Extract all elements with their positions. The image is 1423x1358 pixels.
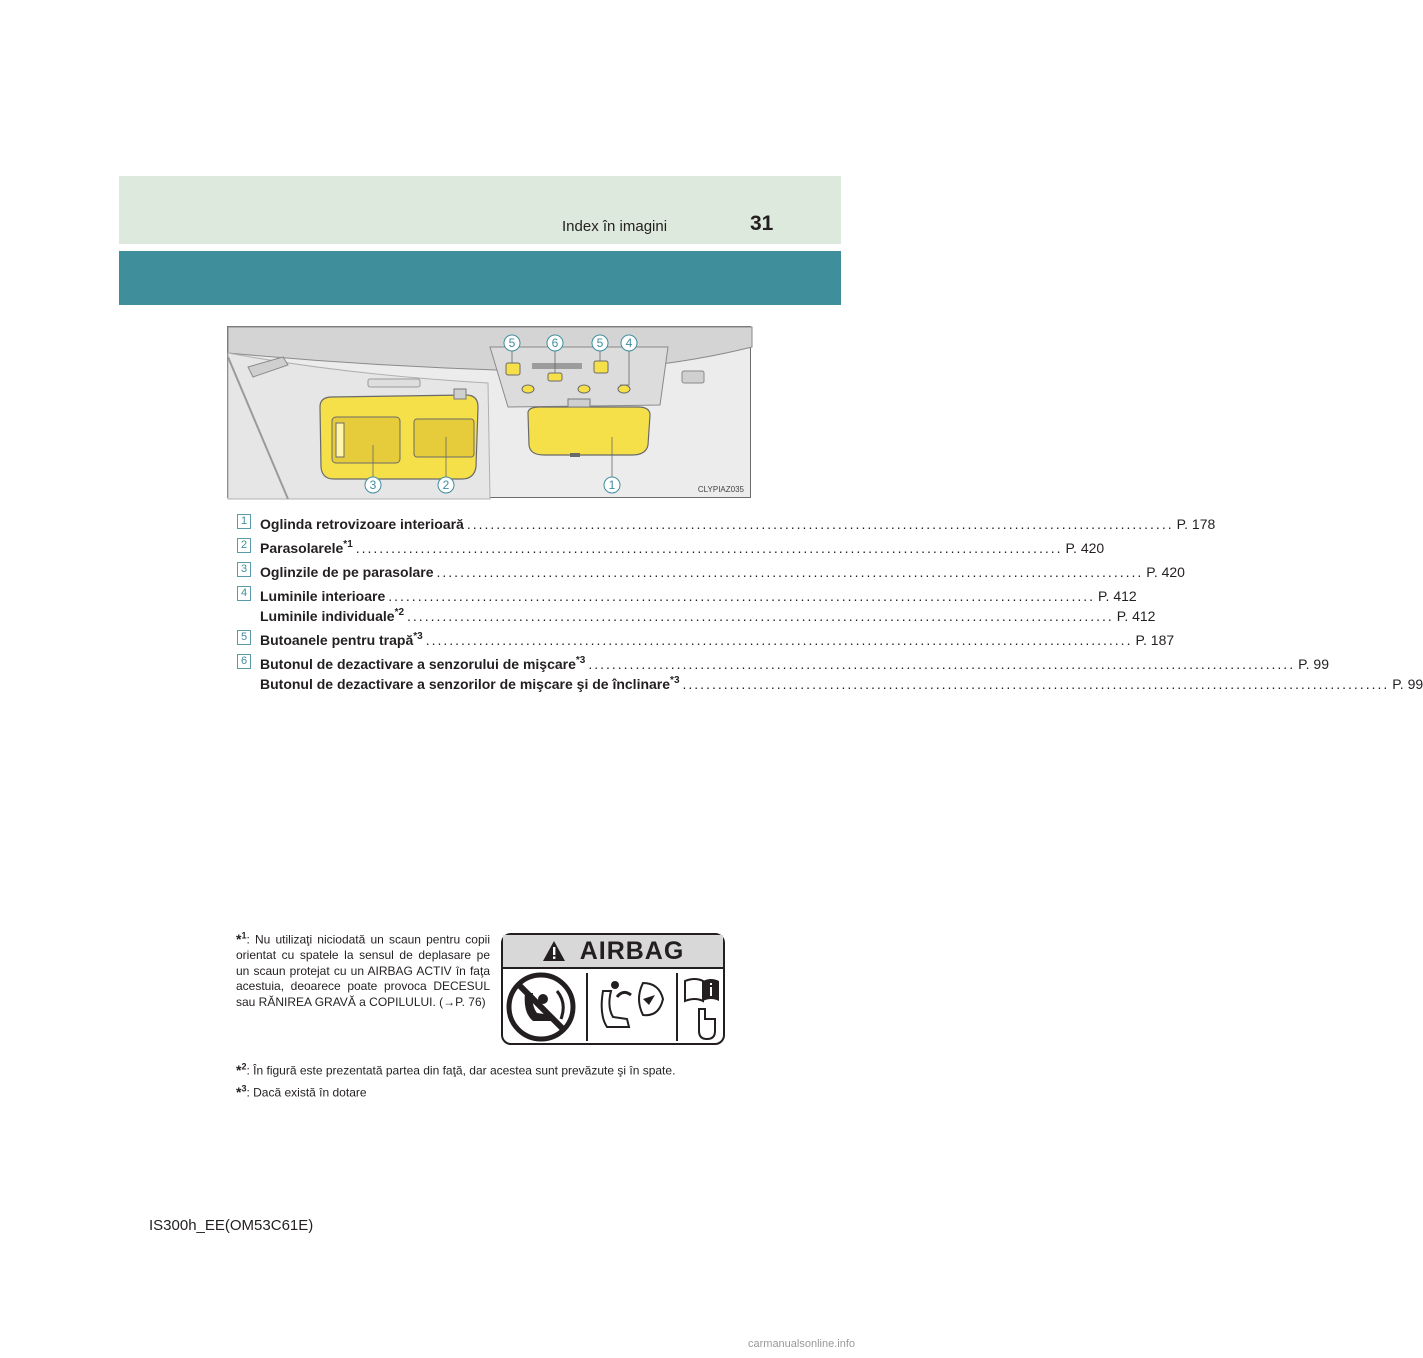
callout-label: 5	[596, 336, 604, 350]
leader-dots: ........................................................................................................................	[355, 540, 1063, 556]
footnote-2	[236, 1061, 675, 1078]
footnote-text: : În figură este prezentată partea din faţă, dar acestea sunt prevăzute şi în spate.	[246, 1063, 676, 1078]
leader-dots: ........................................................................................................................	[682, 676, 1390, 692]
leader-dots: ........................................................................................................................	[425, 632, 1133, 648]
callout-label: 5	[508, 336, 516, 350]
callout-label: 3	[369, 478, 377, 492]
callout-label: 6	[551, 336, 559, 350]
callout-label: 4	[625, 336, 633, 350]
reference-list	[237, 512, 1423, 696]
section-title: Index în imagini	[562, 218, 668, 235]
footnote-mark: *$^3$	[236, 1083, 247, 1100]
page-reference: P. 99	[1392, 676, 1423, 692]
item-label: Oglinda retrovizoare interioară	[260, 516, 464, 532]
manual-info-icon	[685, 979, 719, 1039]
airbag-deploy-icon	[602, 981, 663, 1027]
item-label: Oglinzile de pe parasolare	[260, 564, 434, 580]
warning-triangle-icon	[542, 940, 566, 962]
leader-dots: ........................................................................................................................	[388, 588, 1096, 604]
callout-label: 1	[608, 478, 616, 492]
item-label: Butonul de dezactivare a senzorilor de mişcare şi de înclinare$^{*3}$	[260, 675, 680, 692]
footnote-ref: *3	[670, 675, 680, 686]
item-label: Luminile interioare	[260, 588, 386, 604]
reference-line	[260, 672, 1423, 692]
reference-item	[237, 560, 1185, 584]
footnote-ref: *1	[343, 539, 353, 550]
reference-item	[237, 584, 1156, 628]
item-label: Luminile individuale$^{*2}$	[260, 607, 405, 624]
reference-line	[260, 628, 1175, 648]
ceiling-drawing	[228, 327, 752, 499]
interior-ceiling-illustration	[227, 326, 751, 498]
reference-line	[260, 512, 1216, 532]
item-number-badge: 2	[237, 538, 251, 553]
reference-line	[260, 652, 1329, 672]
footnote-mark: *$^1$	[236, 930, 247, 947]
page-reference: P. 178	[1176, 516, 1216, 532]
page-reference: P. 187	[1135, 632, 1175, 648]
item-number-badge: 1	[237, 514, 251, 529]
footnote-3	[236, 1083, 367, 1100]
airbag-word: AIRBAG	[579, 936, 685, 965]
item-label: Butoanele pentru trapă$^{*3}$	[260, 631, 423, 648]
reference-item	[237, 536, 1105, 560]
airbag-warning-label	[501, 933, 725, 1045]
footnote-1	[236, 928, 490, 1010]
item-number-badge: 6	[237, 654, 251, 669]
reference-line	[260, 584, 1137, 604]
footnote-text: : Nu utilizaţi niciodată un scaun pentru copii orientat cu spatele la sensul de deplasare pe un scaun protejat cu un AIRBAG ACTIV în faţa acestuia, deoarece poate provoca DECESUL sau RĂNIREA GRAVĂ a COPILULUI. (→P. 76)	[236, 932, 490, 1009]
page-reference: P. 420	[1146, 564, 1185, 580]
leader-dots: ........................................................................................................................	[407, 608, 1114, 624]
page-reference: P. 412	[1098, 588, 1137, 604]
page-reference: P. 420	[1065, 540, 1105, 556]
callout-label: 2	[442, 478, 450, 492]
airbag-pictograms	[503, 969, 723, 1045]
item-label: Butonul de dezactivare a senzorului de mişcare$^{*3}$	[260, 655, 586, 672]
leader-dots: ........................................................................................................................	[466, 516, 1174, 532]
section-banner	[119, 251, 841, 305]
header-band	[119, 176, 841, 244]
page-reference: P. 412	[1116, 608, 1156, 624]
item-label: Parasolarele$^{*1}$	[260, 539, 353, 556]
item-number-badge: 4	[237, 586, 251, 601]
page-reference: P. 99	[1298, 656, 1329, 672]
footnote-ref: *2	[394, 607, 405, 618]
item-number-badge: 3	[237, 562, 251, 577]
reference-line	[260, 604, 1156, 624]
airbag-label-header	[503, 935, 723, 969]
leader-dots: ........................................................................................................................	[588, 656, 1296, 672]
page-number: 31	[750, 212, 774, 235]
watermark: carmanualsonline.info	[748, 1338, 856, 1350]
reference-line	[260, 560, 1185, 580]
no-rear-facing-seat-icon	[509, 975, 573, 1039]
footnote-text: : Dacă există în dotare	[246, 1085, 367, 1100]
footnote-ref: *3	[413, 631, 423, 642]
model-code-footer: IS300h_EE(OM53C61E)	[149, 1217, 314, 1234]
reference-item	[237, 652, 1423, 696]
footnote-ref: *3	[575, 655, 586, 666]
reference-item	[237, 628, 1175, 652]
footnote-mark: *$^2$	[236, 1061, 247, 1078]
figure-code: CLYPIAZ035	[697, 485, 744, 494]
reference-item	[237, 512, 1216, 536]
item-number-badge: 5	[237, 630, 251, 645]
leader-dots: ........................................................................................................................	[436, 564, 1144, 580]
reference-line	[260, 536, 1105, 556]
